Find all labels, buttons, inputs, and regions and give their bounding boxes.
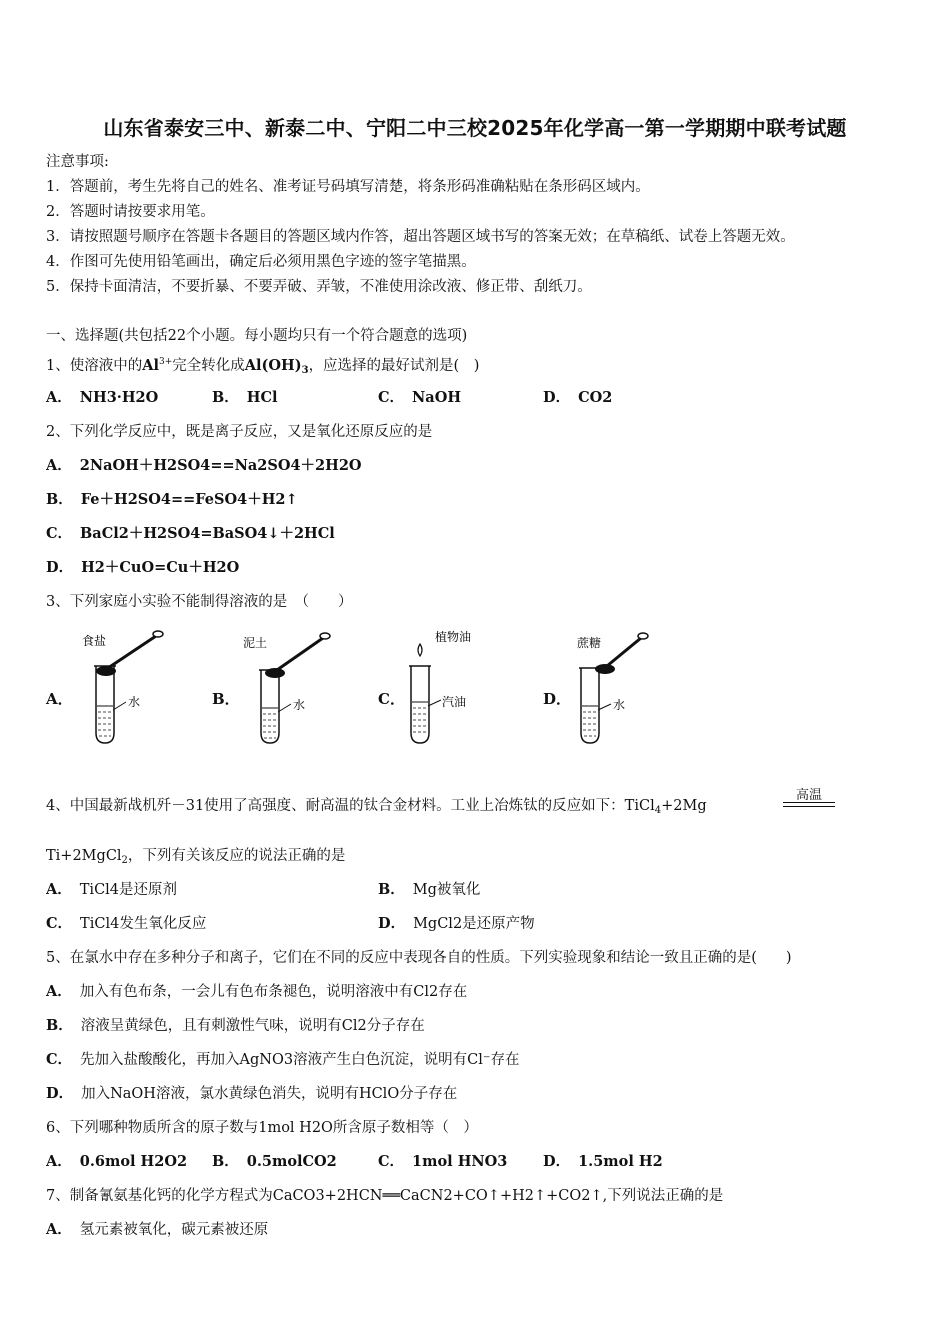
q2-option-a[interactable] [46, 456, 362, 476]
option-label: A． [46, 881, 72, 898]
notice-item: 2．答题时请按要求用笔。 [46, 204, 215, 220]
option-label: D． [543, 1153, 571, 1170]
notice-heading: 注意事项: [46, 154, 109, 170]
option-text: BaCl2＋H2SO4=BaSO4↓＋2HCl [80, 525, 335, 542]
option-text: 1.5mol H2 [578, 1153, 663, 1170]
q4-stem-part: Ti+2MgCl [46, 848, 122, 864]
solute-label: 植物油 [435, 630, 472, 644]
test-tube-figure-d [571, 628, 671, 752]
q1-stem-part: 3+ [159, 357, 173, 367]
q2-option-d[interactable] [46, 558, 239, 578]
q1-stem-part: Al [142, 357, 159, 374]
solute-label: 泥土 [243, 636, 268, 650]
q3-option-a[interactable]: A． [46, 690, 73, 708]
reaction-arrow [783, 806, 835, 807]
option-label: C． [46, 525, 73, 542]
option-text: 溶液呈黄绿色，且有刺激性气味，说明有Cl2分子存在 [80, 1018, 425, 1034]
option-text: 先加入盐酸酸化，再加入AgNO3溶液产生白色沉淀，说明有Cl⁻存在 [80, 1052, 520, 1068]
option-label: A． [46, 457, 72, 474]
option-label: C． [46, 1051, 73, 1068]
option-text: 氢元素被氧化，碳元素被还原 [79, 1222, 269, 1238]
q6-option-a[interactable] [46, 1152, 187, 1172]
option-text: 1mol HNO3 [412, 1153, 508, 1170]
option-text: 加入有色布条，一会儿有色布条褪色，说明溶液中有Cl2存在 [79, 984, 468, 1000]
option-text: TiCl4是还原剂 [79, 882, 178, 898]
option-label: A． [46, 389, 72, 406]
q4-stem-part: 4、中国最新战机歼－31使用了高强度、耐高温的钛合金材料。工业上冶炼钛的反应如下：TiCl [46, 798, 655, 814]
spoon-icon [595, 633, 648, 674]
question-7-stem: 7、制备氰氨基化钙的化学方程式为CaCO3+2HCN══CaCN2+CO↑+H2↑+CO2↑,下列说法正确的是 [46, 1188, 724, 1204]
option-label: C． [46, 915, 73, 932]
test-tube-figure-a [78, 628, 178, 752]
q4-stem-part: 2 [121, 855, 128, 866]
option-text: H2＋CuO=Cu＋H2O [81, 559, 240, 576]
spoon-icon [265, 633, 330, 678]
q2-option-c[interactable] [46, 524, 335, 544]
q1-stem-part: 3 [301, 365, 309, 376]
q1-stem-part: Al(OH) [244, 357, 302, 374]
page-title: 山东省泰安三中、新泰二中、宁阳二中三校2025年化学高一第一学期期中联考试题 [103, 116, 847, 140]
q1-option-d[interactable] [543, 388, 612, 408]
q4-stem-part: 4 [654, 805, 662, 816]
reaction-arrow [783, 802, 835, 803]
q4-stem-part: +2Mg [661, 798, 707, 814]
option-label: B． [212, 389, 239, 406]
solvent-label: 水 [613, 698, 626, 712]
q1-option-b[interactable] [212, 388, 278, 408]
option-label: D． [46, 559, 74, 576]
q1-stem-part: 完全转化成 [172, 358, 245, 374]
q4-stem-part: ，下列有关该反应的说法正确的是 [127, 848, 346, 864]
q7-option-a[interactable] [46, 1220, 268, 1240]
option-label: A． [46, 983, 72, 1000]
q1-stem-part: ，应选择的最好试剂是( ) [308, 358, 480, 374]
q3-option-c[interactable]: C． [378, 690, 405, 708]
option-label: B． [46, 491, 73, 508]
q5-option-c[interactable] [46, 1050, 519, 1070]
q3-option-b[interactable]: B． [212, 690, 240, 708]
option-label: B． [46, 1017, 73, 1034]
option-label: A． [46, 1153, 72, 1170]
q5-option-a[interactable] [46, 982, 467, 1002]
option-text: NaOH [412, 389, 462, 406]
option-text: 2NaOH＋H2SO4==Na2SO4＋2H2O [79, 457, 362, 474]
q1-stem-part: 1、使溶液中的 [46, 358, 143, 374]
option-text: NH3·H2O [79, 389, 159, 406]
option-text: 加入NaOH溶液，氯水黄绿色消失，说明有HClO分子存在 [81, 1086, 458, 1102]
q4-option-c[interactable] [46, 914, 206, 934]
notice-item: 4．作图可先使用铅笔画出，确定后必须用黑色字迹的签字笔描黑。 [46, 254, 476, 270]
solvent-label: 水 [128, 695, 141, 709]
oil-drop-icon [418, 644, 422, 656]
test-tube-figure-b [243, 628, 343, 752]
notice-item: 5．保持卡面清洁，不要折暴、不要弄破、弄皱，不准使用涂改液、修正带、刮纸刀。 [46, 279, 592, 295]
solvent-label: 汽油 [442, 695, 467, 709]
question-1-stem [46, 352, 479, 381]
solute-label: 食盐 [82, 634, 107, 648]
question-6-stem: 6、下列哪种物质所含的原子数与1mol H2O所含原子数相等（ ） [46, 1120, 478, 1136]
option-text: TiCl4发生氧化反应 [80, 916, 207, 932]
option-text: 0.6mol H2O2 [79, 1153, 188, 1170]
option-text: CO2 [578, 389, 613, 406]
option-label: C． [378, 1153, 405, 1170]
solute-label: 蔗糖 [577, 636, 602, 650]
option-text: 0.5molCO2 [246, 1153, 337, 1170]
notice-item: 1．答题前，考生先将自己的姓名、准考证号码填写清楚，将条形码准确粘贴在条形码区域内。 [46, 179, 650, 195]
test-tube-icon [409, 666, 441, 743]
question-4-stem-cont [46, 846, 345, 871]
q1-option-a[interactable] [46, 388, 158, 408]
option-text: Mg被氧化 [412, 882, 481, 898]
option-label: B． [378, 881, 405, 898]
spoon-icon [96, 631, 163, 676]
q4-option-b[interactable] [378, 880, 480, 900]
option-label: D． [543, 389, 571, 406]
question-5-stem: 5、在氯水中存在多种分子和离子，它们在不同的反应中表现各自的性质。下列实验现象和结论一致且正确的是( ) [46, 950, 792, 966]
option-label: D． [46, 1085, 74, 1102]
question-2-stem: 2、下列化学反应中，既是离子反应，又是氧化还原反应的是 [46, 424, 433, 440]
option-text: MgCl2是还原产物 [413, 916, 535, 932]
q5-option-b[interactable] [46, 1016, 425, 1036]
q6-option-b[interactable] [212, 1152, 337, 1172]
q5-option-d[interactable] [46, 1084, 457, 1104]
option-label: D． [378, 915, 406, 932]
test-tube-icon [579, 668, 611, 743]
q6-option-d[interactable] [543, 1152, 663, 1172]
q4-option-a[interactable] [46, 880, 177, 900]
question-4-stem [46, 796, 707, 821]
test-tube-figure-c [405, 628, 505, 752]
option-text: Fe＋H2SO4==FeSO4＋H2↑ [80, 491, 298, 508]
reaction-condition: 高温 [795, 788, 822, 803]
q4-option-d[interactable] [378, 914, 535, 934]
solvent-label: 水 [293, 698, 306, 712]
q6-option-c[interactable] [378, 1152, 507, 1172]
option-label: A． [46, 1221, 72, 1238]
q2-option-b[interactable] [46, 490, 298, 510]
option-label: B． [212, 1153, 239, 1170]
option-text: HCl [246, 389, 278, 406]
test-tube-icon [94, 666, 126, 743]
q1-option-c[interactable] [378, 388, 461, 408]
q3-option-d[interactable]: D． [543, 690, 572, 708]
option-label: C． [378, 389, 405, 406]
question-3-stem: 3、下列家庭小实验不能制得溶液的是 （ ） [46, 594, 353, 610]
section-heading: 一、选择题(共包括22个小题。每小题均只有一个符合题意的选项) [46, 328, 468, 344]
test-tube-icon [259, 670, 291, 743]
notice-item: 3．请按照题号顺序在答题卡各题目的答题区域内作答，超出答题区域书写的答案无效；在草稿纸、试卷上答题无效。 [46, 229, 795, 245]
